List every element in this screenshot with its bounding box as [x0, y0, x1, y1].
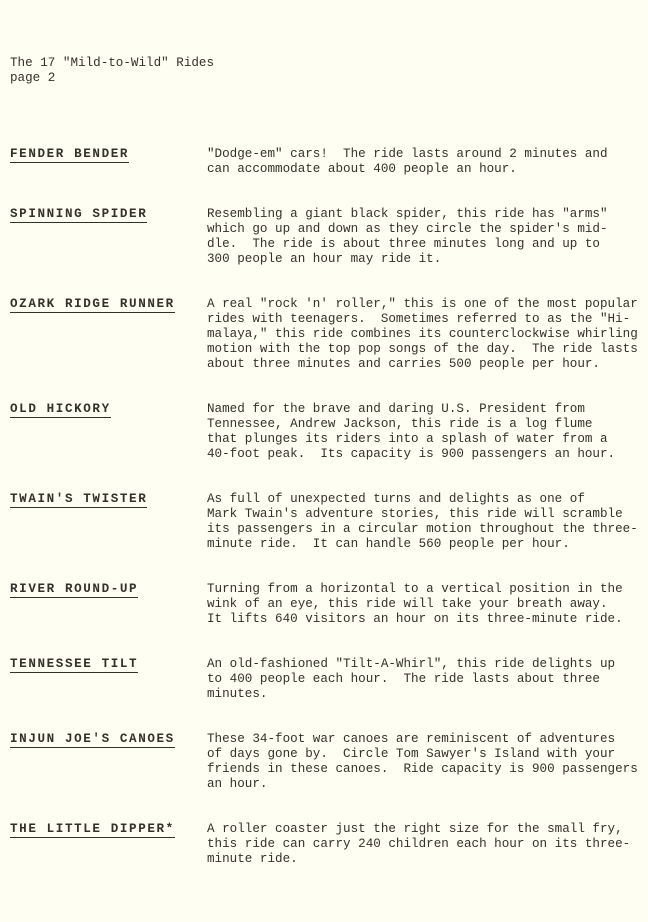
ride-name: INJUN JOE'S CANOES — [10, 732, 175, 746]
ride-entry — [10, 207, 638, 267]
description-line: Tennessee, Andrew Jackson, this ride is a log flume — [207, 417, 593, 431]
description-line: wink of an eye, this ride will take your breath away. — [207, 597, 608, 611]
ride-entry — [10, 147, 638, 177]
ride-entry — [10, 492, 638, 552]
ride-name: OZARK RIDGE RUNNER — [10, 297, 175, 311]
ride-entry — [10, 657, 638, 702]
description-line: friends in these canoes. Ride capacity is 900 passengers — [207, 762, 638, 776]
description-line: "Dodge-em" cars! The ride lasts around 2 minutes and — [207, 147, 608, 161]
description-line: An old-fashioned "Tilt-A-Whirl", this ride delights up — [207, 657, 616, 671]
ride-description — [207, 657, 638, 702]
ride-name: SPINNING SPIDER — [10, 207, 148, 221]
description-line: These 34-foot war canoes are reminiscent of adventures — [207, 732, 616, 746]
description-line: which go up and down as they circle the spider's mid- — [207, 222, 608, 236]
description-line: 40-foot peak. Its capacity is 900 passengers an hour. — [207, 447, 616, 461]
description-line: can accommodate about 400 people an hour. — [207, 162, 517, 176]
ride-name: OLD HICKORY — [10, 402, 111, 416]
ride-name: FENDER BENDER — [10, 147, 130, 161]
ride-entry — [10, 732, 638, 792]
ride-description — [207, 822, 638, 867]
ride-entry — [10, 822, 638, 867]
document-title: The 17 "Mild-to-Wild" Rides — [10, 56, 215, 70]
ride-name: THE LITTLE DIPPER* — [10, 822, 175, 836]
description-line: its passengers in a circular motion throughout the three- — [207, 522, 638, 536]
ride-description — [207, 207, 638, 267]
ride-name: TENNESSEE TILT — [10, 657, 139, 671]
ride-description — [207, 147, 638, 177]
description-line: malaya," this ride combines its counterclockwise whirling — [207, 327, 638, 341]
document-header — [10, 56, 638, 86]
description-line: motion with the top pop songs of the day. The ride lasts — [207, 342, 638, 356]
description-line: minute ride. — [207, 852, 298, 866]
page-number: page 2 — [10, 71, 56, 85]
description-line: that plunges its riders into a splash of water from a — [207, 432, 608, 446]
description-line: It lifts 640 visitors an hour on its three-minute ride. — [207, 612, 623, 626]
description-line: dle. The ride is about three minutes long and up to — [207, 237, 600, 251]
ride-description — [207, 297, 638, 372]
ride-list — [10, 147, 638, 867]
ride-entry — [10, 402, 638, 462]
ride-description — [207, 492, 638, 552]
description-line: A real "rock 'n' roller," this is one of the most popular — [207, 297, 638, 311]
description-line: of days gone by. Circle Tom Sawyer's Island with your — [207, 747, 616, 761]
description-line: Named for the brave and daring U.S. President from — [207, 402, 585, 416]
description-line: minutes. — [207, 687, 268, 701]
description-line: to 400 people each hour. The ride lasts about three — [207, 672, 600, 686]
description-line: rides with teenagers. Sometimes referred to as the "Hi- — [207, 312, 631, 326]
ride-entry — [10, 297, 638, 372]
description-line: an hour. — [207, 777, 268, 791]
ride-entry — [10, 582, 638, 627]
description-line: Turning from a horizontal to a vertical position in the — [207, 582, 623, 596]
description-line: about three minutes and carries 500 people per hour. — [207, 357, 600, 371]
ride-description — [207, 732, 638, 792]
description-line: As full of unexpected turns and delights as one of — [207, 492, 585, 506]
description-line: minute ride. It can handle 560 people per hour. — [207, 537, 570, 551]
description-line: Resembling a giant black spider, this ride has "arms" — [207, 207, 608, 221]
description-line: A roller coaster just the right size for the small fry, — [207, 822, 623, 836]
description-line: this ride can carry 240 children each hour on its three- — [207, 837, 631, 851]
description-line: 300 people an hour may ride it. — [207, 252, 442, 266]
description-line: Mark Twain's adventure stories, this ride will scramble — [207, 507, 623, 521]
ride-name: RIVER ROUND-UP — [10, 582, 139, 596]
ride-name: TWAIN'S TWISTER — [10, 492, 148, 506]
ride-description — [207, 582, 638, 627]
ride-description — [207, 402, 638, 462]
